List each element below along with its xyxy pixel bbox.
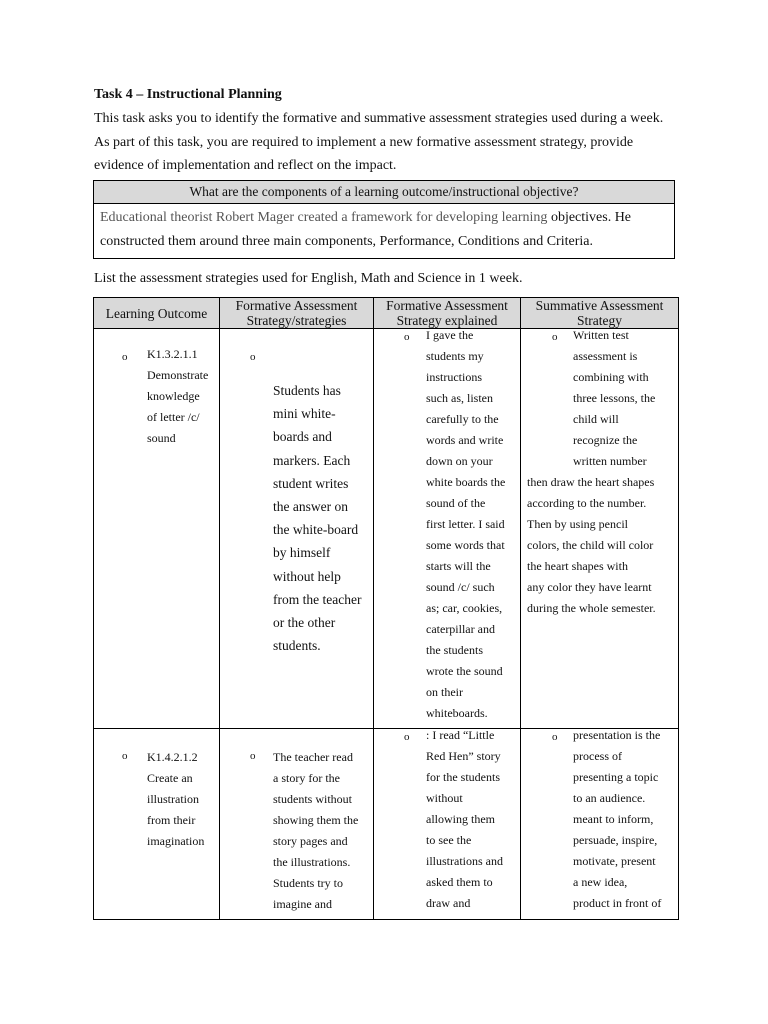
summative-cell (521, 729, 679, 920)
intro-paragraph (94, 107, 684, 178)
summative-text: presentation is the process of presenting a topic to an audience. meant to inform, persuade, inspire, motivate, present a new idea, product in front of (573, 728, 662, 910)
list-prompt: List the assessment strategies used for English, Math and Science in 1 week. (94, 271, 523, 286)
strategy-text: Students has mini white- boards and markers. Each student writes the answer on the white-board by himself without help from the teacher or the other students. (273, 383, 362, 654)
objective-answer (94, 204, 674, 258)
outcome-cell (94, 729, 220, 920)
table-row (94, 329, 679, 729)
intro-line: evidence of implementation and reflect on the impact. (94, 158, 397, 173)
summative-cell (521, 329, 679, 729)
outcome-text: K1.4.2.1.2 Create an illustration from their imagination (147, 750, 205, 848)
explained-text: I gave the students my instructions such as, listen carefully to the words and write down on your white boards the sound of the first letter. I said some words that starts will the sound /c/ such as; car, cookies, caterpillar and the students wrote the sound on their whiteboards. (426, 328, 506, 720)
summative-text-flush: then draw the heart shapes according to the number. Then by using pencil colors, the child will color the heart shapes with any color they have learnt during the whole semester. (527, 475, 656, 615)
header-formative-strategy: Formative Assessment Strategy/strategies (220, 298, 374, 329)
outcome-text: K1.3.2.1.1 Demonstrate knowledge of letter /c/ sound (147, 347, 209, 445)
intro-line: As part of this task, you are required to implement a new formative assessment strategy, provide (94, 134, 634, 150)
bullet-icon: o (552, 331, 558, 343)
objective-box (93, 180, 675, 259)
bullet-icon: o (404, 731, 410, 743)
summative-text-indented: Written test assessment is combining with three lessons, the child will recognize the written number (573, 328, 656, 468)
objective-question: What are the components of a learning outcome/instructional objective? (94, 181, 674, 204)
header-formative-explained: Formative Assessment Strategy explained (374, 298, 521, 329)
strategy-cell (220, 729, 374, 920)
bullet-icon: o (122, 351, 128, 363)
intro-line: This task asks you to identify the formative and summative assessment strategies used during a week. (94, 111, 664, 126)
assessment-table (93, 297, 679, 920)
task-title: Task 4 – Instructional Planning (94, 87, 282, 102)
strategy-cell (220, 329, 374, 729)
bullet-icon: o (552, 731, 558, 743)
table-row (94, 729, 679, 920)
header-learning-outcome: Learning Outcome (94, 298, 220, 329)
explained-text: : I read “Little Red Hen” story for the students without allowing them to see the illustrations and asked them to draw and (426, 728, 503, 910)
strategy-text: The teacher read a story for the students without showing them the story pages and the illustrations. Students try to imagine and (273, 750, 359, 911)
table-header-row (94, 298, 679, 329)
bullet-icon: o (122, 750, 128, 762)
bullet-icon: o (250, 750, 256, 762)
explained-cell (374, 729, 521, 920)
explained-cell (374, 329, 521, 729)
objective-answer-black: objectives. He (547, 210, 632, 225)
bullet-icon: o (404, 331, 410, 343)
objective-answer-line: constructed them around three main components, Performance, Conditions and Criteria. (100, 234, 593, 249)
header-summative-strategy: Summative Assessment Strategy (521, 298, 679, 329)
bullet-icon: o (250, 351, 256, 363)
outcome-cell (94, 329, 220, 729)
objective-answer-grey: Educational theorist Robert Mager created a framework for developing learning (100, 210, 548, 225)
